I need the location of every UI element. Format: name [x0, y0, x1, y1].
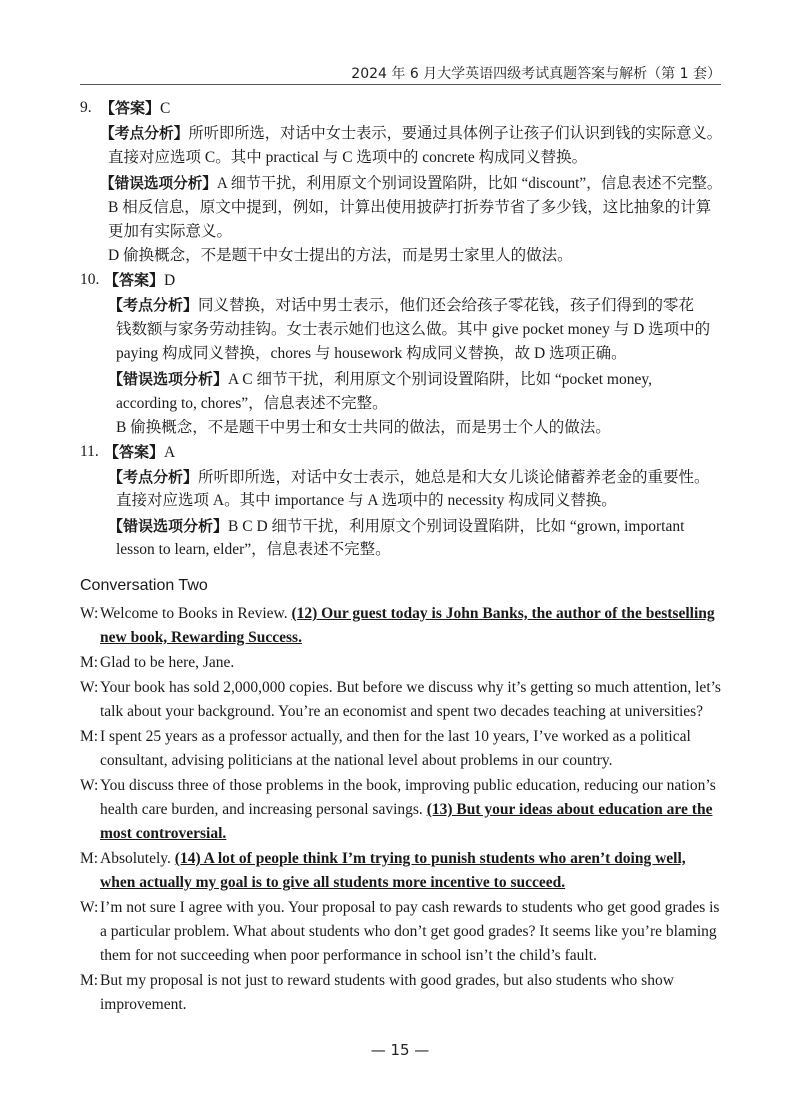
analysis-text: 钱数额与家务劳动挂钩。女士表示她们也这么做。其中 give pocket money 与 D 选项中的 [116, 321, 711, 338]
dialogue-text: a particular problem. What about students who don’t get good grades? It seems like you’re blaming [100, 923, 717, 940]
dialogue-text: health care burden, and increasing personal savings. [100, 801, 427, 818]
section-title: Conversation Two [80, 577, 208, 594]
dialogue-text: Welcome to Books in Review. [100, 605, 292, 622]
item-number: 10. [80, 271, 100, 288]
error-analysis-text: D 偷换概念，不是题干中女士提出的方法，而是男士家里人的做法。 [108, 247, 573, 264]
analysis-label: 【考点分析】 [100, 124, 189, 142]
answer-label: 【答案】 [104, 443, 165, 461]
speaker-label: W: [80, 899, 99, 916]
highlighted-answer-text: new book, Rewarding Success. [100, 629, 302, 646]
error-analysis-text: lesson to learn, elder”，信息表述不完整。 [116, 541, 391, 558]
analysis-text: 直接对应选项 C。其中 practical 与 C 选项中的 concrete 构成同义替换。 [108, 149, 588, 166]
highlighted-answer-text: (12) Our guest today is John Banks, the author of the bestselling [291, 605, 715, 622]
error-analysis-label: 【错误选项分析】 [100, 174, 217, 192]
speaker-label: W: [80, 777, 99, 794]
speaker-label: M: [80, 728, 99, 745]
error-analysis-text: A 细节干扰，利用原文个别词设置陷阱，比如 “discount”，信息表述不完整。 [216, 175, 722, 192]
answer-value: A [164, 444, 176, 461]
page-header: 2024 年 6 月大学英语四级考试真题答案与解析（第 1 套） [351, 66, 721, 82]
speaker-label: M: [80, 972, 99, 989]
dialogue-text: You discuss three of those problems in the book, improving public education, reducing our nation’s [100, 777, 716, 794]
error-analysis-label: 【错误选项分析】 [108, 370, 229, 388]
speaker-label: W: [80, 679, 99, 696]
header-rule [80, 84, 721, 85]
highlighted-answer-text: (14) A lot of people think I’m trying to punish students who aren’t doing well, [174, 850, 686, 867]
dialogue-text: I spent 25 years as a professor actually, and then for the last 10 years, I’ve worked as a political [100, 728, 691, 745]
speaker-label: W: [80, 605, 99, 622]
answer-value: C [160, 100, 171, 117]
speaker-label: M: [80, 654, 99, 671]
error-analysis-text: A C 细节干扰，利用原文个别词设置陷阱，比如 “pocket money, [228, 371, 652, 388]
page-number: — 15 — [370, 1041, 430, 1059]
analysis-text: paying 构成同义替换，chores 与 housework 构成同义替换，故 D 选项正确。 [116, 345, 627, 362]
error-analysis-text: according to, chores”，信息表述不完整。 [116, 395, 388, 412]
error-analysis-text: B 相反信息，原文中提到，例如，计算出使用披萨打折券节省了多少钱，这比抽象的计算 [108, 199, 712, 216]
speaker-label: M: [80, 850, 99, 867]
error-analysis-text: B C D 细节干扰，利用原文个别词设置陷阱，比如 “grown, important [228, 518, 685, 535]
analysis-text: 所听即所选，对话中女士表示，她总是和大女儿谈论储蓄养老金的重要性。 [198, 469, 710, 486]
analysis-text: 同义替换，对话中男士表示，他们还会给孩子零花钱，孩子们得到的零花 [198, 297, 695, 314]
dialogue-text: improvement. [100, 996, 187, 1013]
dialogue-text: Absolutely. [100, 850, 175, 867]
analysis-text: 直接对应选项 A。其中 importance 与 A 选项中的 necessity 构成同义替换。 [116, 492, 617, 509]
answer-label: 【答案】 [104, 271, 165, 289]
analysis-text: 所听即所选，对话中女士表示，要通过具体例子让孩子们认识到钱的实际意义。 [188, 125, 723, 142]
item-number: 11. [80, 443, 99, 460]
highlighted-answer-text: most controversial. [100, 825, 227, 842]
error-analysis-label: 【错误选项分析】 [108, 517, 229, 535]
dialogue-text: But my proposal is not just to reward students with good grades, but also students who show [100, 972, 674, 989]
dialogue-text: I’m not sure I agree with you. Your proposal to pay cash rewards to students who get good grades is [100, 899, 720, 916]
highlighted-answer-text: (13) But your ideas about education are the [426, 801, 713, 818]
answer-value: D [164, 272, 176, 289]
dialogue-text: them for not succeeding when poor performance in school isn’t the child’s fault. [100, 947, 597, 964]
analysis-label: 【考点分析】 [108, 296, 199, 314]
dialogue-text: Glad to be here, Jane. [100, 654, 235, 671]
dialogue-text: talk about your background. You’re an economist and spent two decades teaching at universities? [100, 703, 704, 720]
answer-label: 【答案】 [100, 99, 161, 117]
dialogue-text: consultant, advising politicians at the national level about problems in our country. [100, 752, 613, 769]
item-number: 9. [80, 99, 92, 116]
dialogue-text: Your book has sold 2,000,000 copies. But before we discuss why it’s getting so much attention, let’s [100, 679, 721, 696]
highlighted-answer-text: when actually my goal is to give all students more incentive to succeed. [100, 874, 566, 891]
error-analysis-text: B 偷换概念，不是题干中男士和女士共同的做法，而是男士个人的做法。 [116, 419, 611, 436]
analysis-label: 【考点分析】 [108, 468, 199, 486]
error-analysis-text: 更加有实际意义。 [108, 223, 233, 240]
